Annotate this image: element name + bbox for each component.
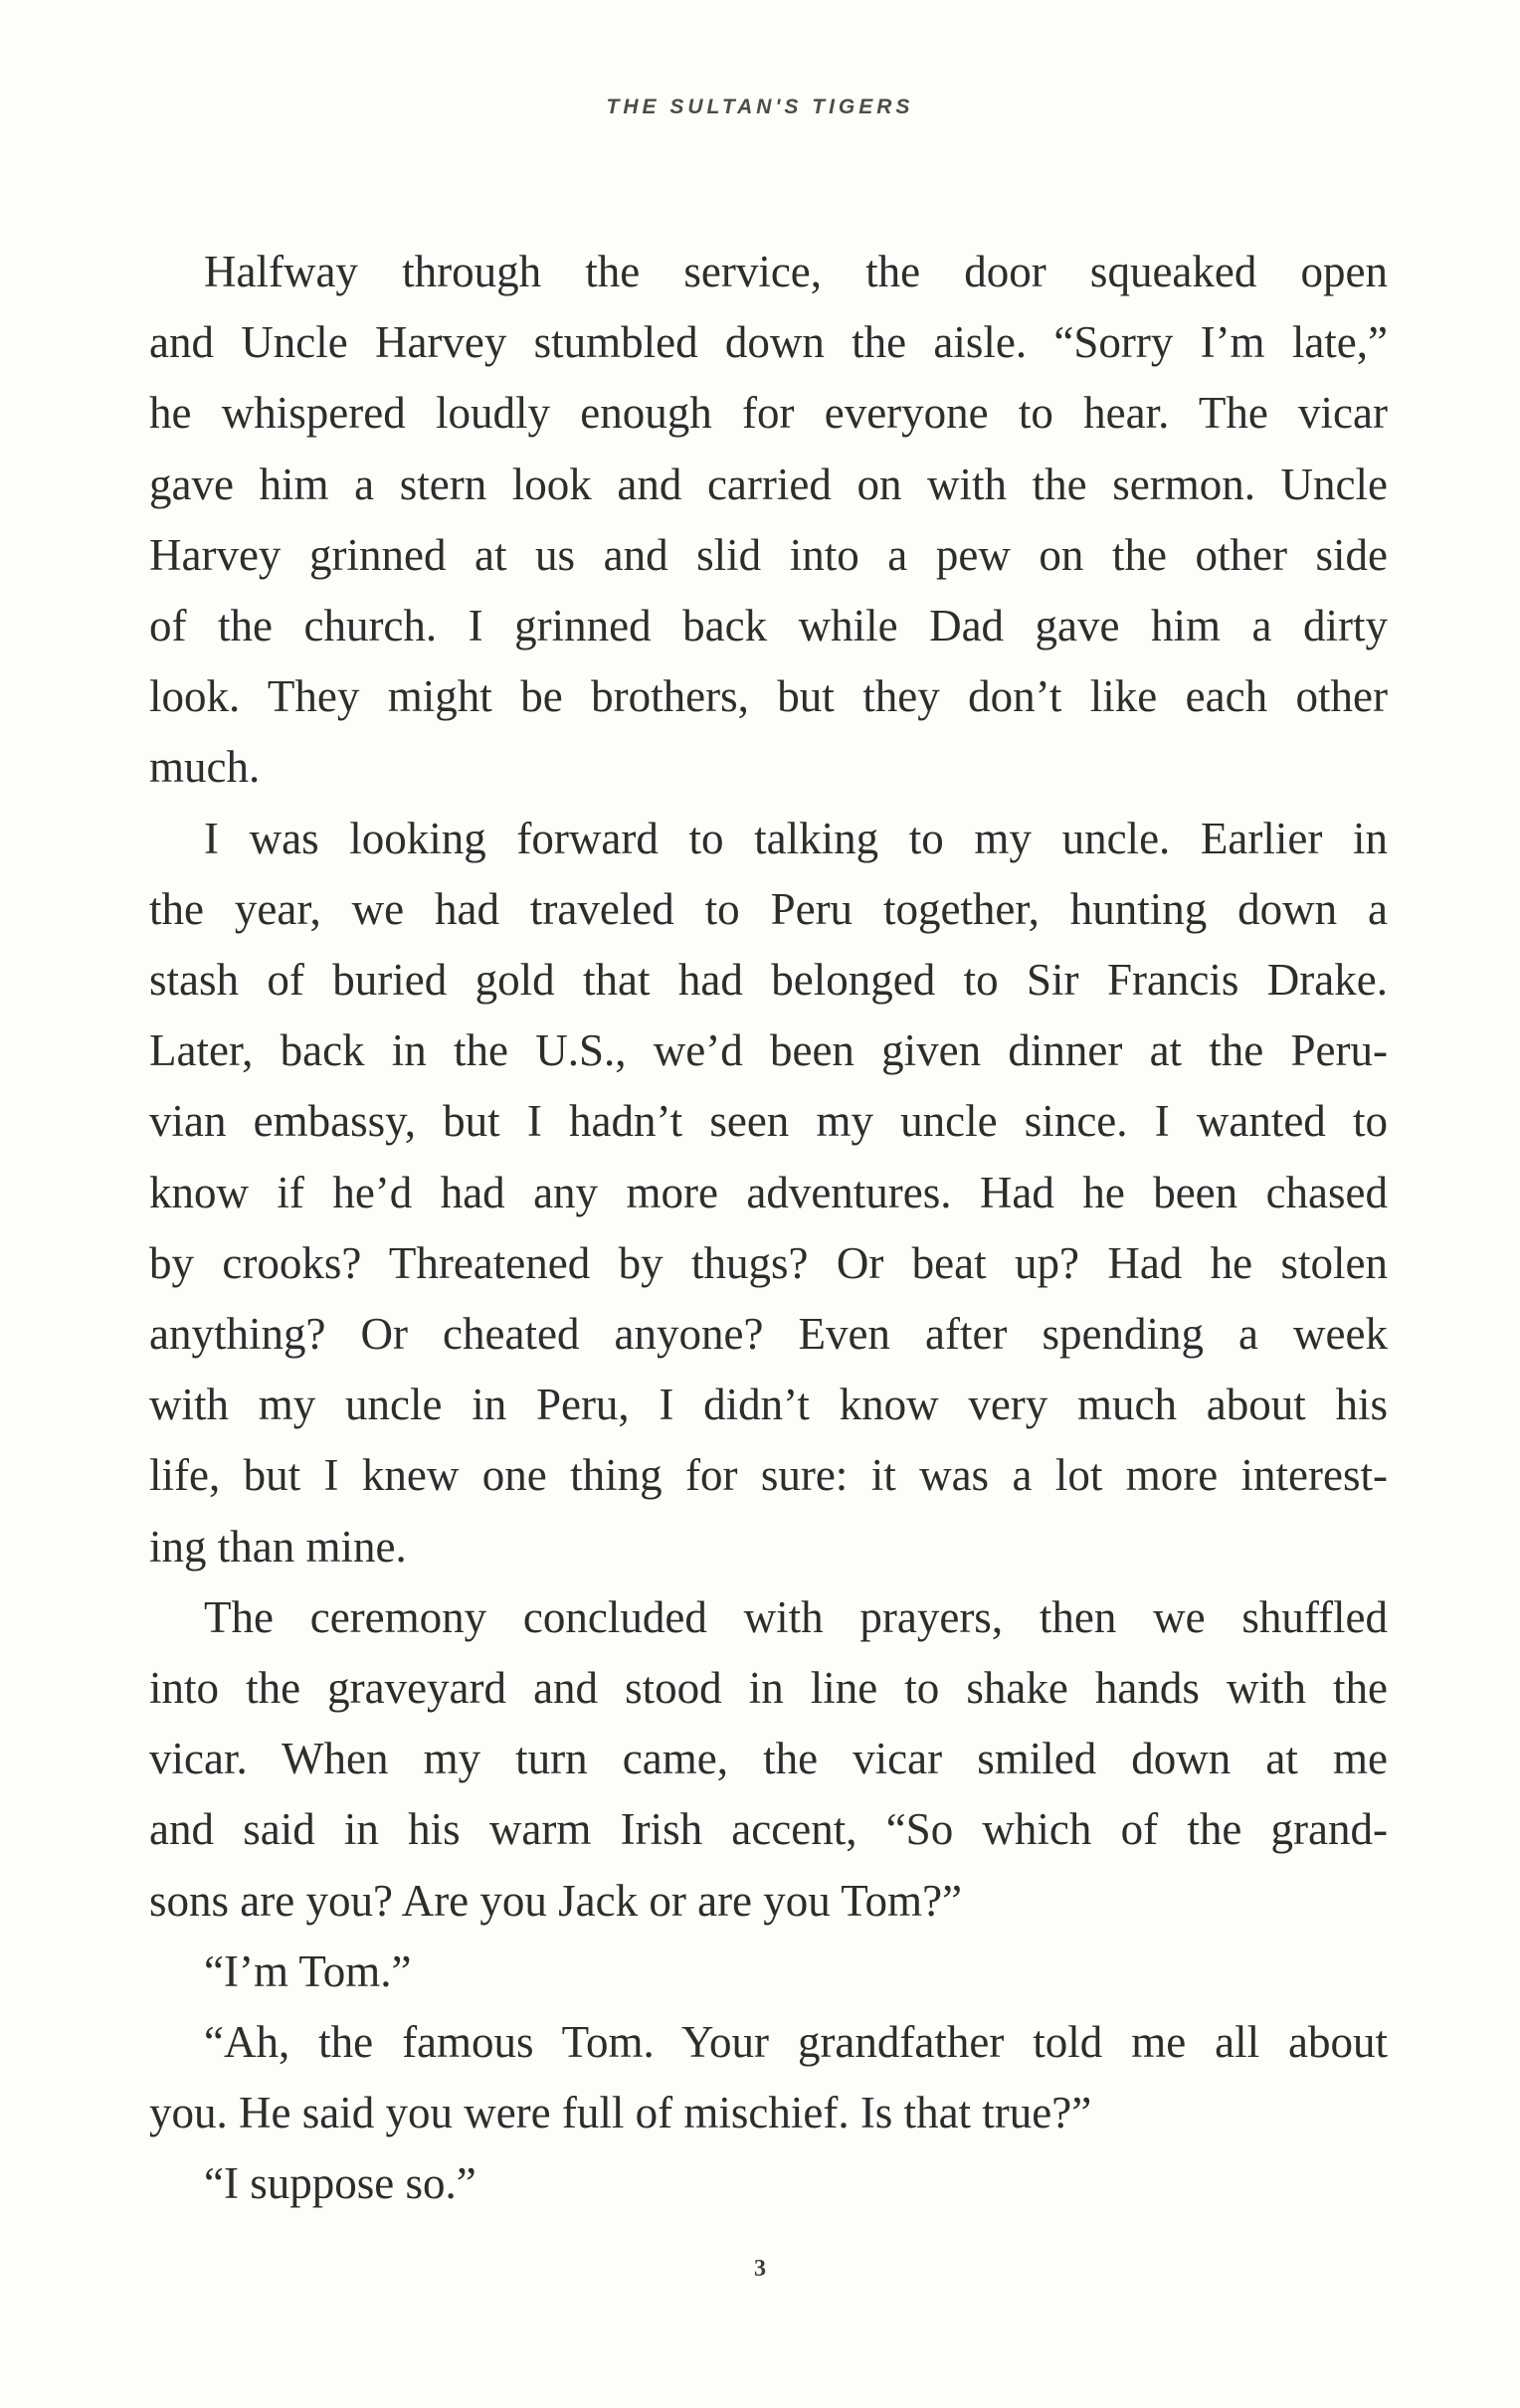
text-line: vian embassy, but I hadn’t seen my uncle since. I wanted to: [149, 1096, 1388, 1147]
text-line: sons are you? Are you Jack or are you Tom?”: [149, 1875, 963, 1926]
text-line: “Ah, the famous Tom. Your grandfather told me all about: [204, 2017, 1388, 2068]
paragraph: [149, 2007, 1388, 2148]
text-line: and Uncle Harvey stumbled down the aisle. “Sorry I’m late,”: [149, 317, 1388, 368]
body-text: [149, 237, 1388, 2220]
text-line: life, but I knew one thing for sure: it was a lot more interest-: [149, 1450, 1388, 1501]
text-line: and said in his warm Irish accent, “So which of the grand-: [149, 1804, 1388, 1855]
text-line: by crooks? Threatened by thugs? Or beat up? Had he stolen: [149, 1237, 1388, 1288]
text-line: stash of buried gold that had belonged to Sir Francis Drake.: [149, 955, 1388, 1006]
text-line: into the graveyard and stood in line to shake hands with the: [149, 1663, 1388, 1714]
paragraph: [149, 2148, 1388, 2219]
text-line: Later, back in the U.S., we’d been given dinner at the Peru-: [149, 1025, 1388, 1076]
text-line: The ceremony concluded with prayers, then we shuffled: [204, 1591, 1388, 1642]
text-line: “I’m Tom.”: [204, 1945, 412, 1996]
text-line: know if he’d had any more adventures. Had he been chased: [149, 1167, 1388, 1217]
text-line: gave him a stern look and carried on with the sermon. Uncle: [149, 459, 1388, 509]
text-line: with my uncle in Peru, I didn’t know very much about his: [149, 1380, 1388, 1430]
paragraph: [149, 1937, 1388, 2007]
text-line: much.: [149, 742, 261, 793]
text-line: he whispered loudly enough for everyone to hear. The vicar: [149, 388, 1388, 439]
text-line: the year, we had traveled to Peru together, hunting down a: [149, 883, 1388, 934]
text-line: ing than mine.: [149, 1521, 407, 1572]
text-line: of the church. I grinned back while Dad gave him a dirty: [149, 601, 1388, 651]
page-number: 3: [754, 2256, 766, 2282]
paragraph: [149, 237, 1388, 804]
running-header: THE SULTAN'S TIGERS: [606, 95, 914, 118]
text-line: anything? Or cheated anyone? Even after spending a week: [149, 1309, 1388, 1360]
text-line: you. He said you were full of mischief. Is that true?”: [149, 2088, 1092, 2138]
paragraph: [149, 804, 1388, 1582]
text-line: I was looking forward to talking to my uncle. Earlier in: [204, 813, 1388, 863]
text-line: “I suppose so.”: [204, 2158, 476, 2209]
text-line: Harvey grinned at us and slid into a pew on the other side: [149, 529, 1388, 580]
text-line: look. They might be brothers, but they don’t like each other: [149, 671, 1388, 722]
text-line: Halfway through the service, the door squeaked open: [204, 247, 1388, 296]
text-line: vicar. When my turn came, the vicar smiled down at me: [149, 1734, 1388, 1784]
paragraph: [149, 1582, 1388, 1937]
